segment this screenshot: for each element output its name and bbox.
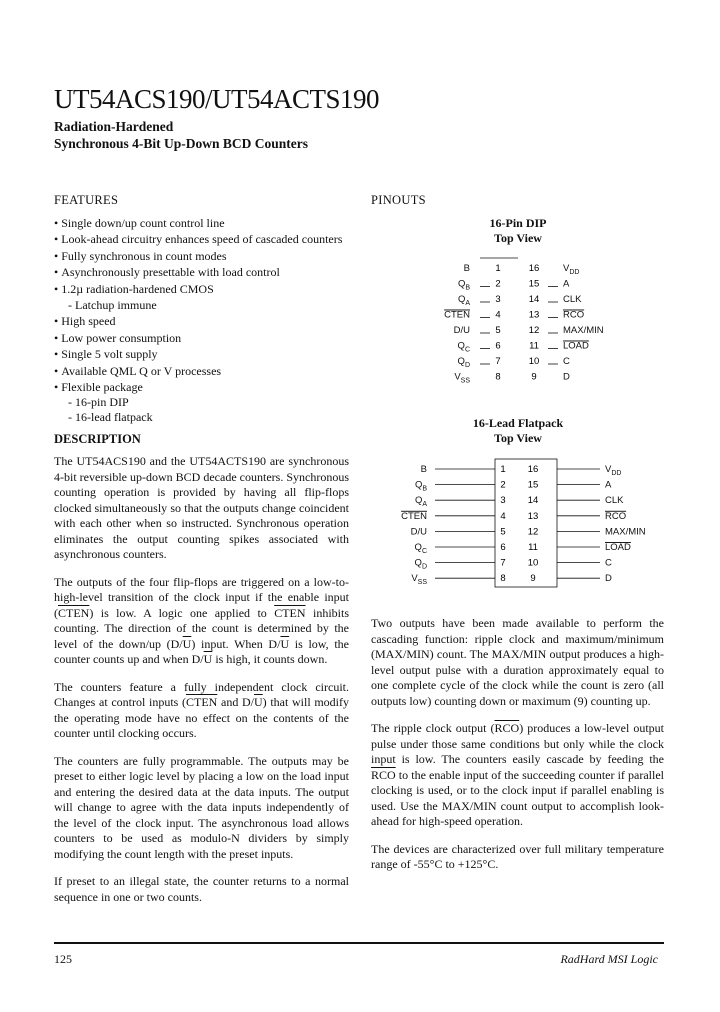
- description-paragraph: If preset to an illegal state, the counter returns to a normal sequence in one or two counts.: [54, 874, 349, 904]
- feature-item: • Asynchronously presettable with load control: [54, 264, 354, 280]
- dip-pin-number: 5: [495, 325, 501, 336]
- dip-pin-label: $Q_B$: [457, 278, 470, 292]
- flatpack-title-text: 16-Lead Flatpack: [472, 416, 564, 430]
- flatpack-pin-number: 15: [527, 479, 539, 491]
- flatpack-pin-label: RCO: [605, 510, 627, 522]
- flatpack-pin-number: 13: [527, 510, 539, 522]
- dip-pin-number: 3: [495, 294, 501, 305]
- flatpack-pin-number: 8: [500, 573, 506, 585]
- dip-title-text: 16-Pin DIP: [489, 216, 547, 230]
- footer-brand: RadHard MSI Logic: [560, 952, 658, 966]
- dip-pin-number: 15: [528, 278, 540, 290]
- feature-item: • High speed: [54, 313, 354, 329]
- description-heading: DESCRIPTION: [54, 432, 141, 446]
- flatpack-pin-label: A: [605, 479, 612, 491]
- flatpack-pin-number: 11: [528, 542, 538, 553]
- flatpack-pin-label: $V_{SS}$: [411, 573, 427, 587]
- flatpack-view-text: Top View: [494, 431, 542, 445]
- body-paragraph: Two outputs have been made available to perform the cascading function: ripple clock and maximum/minimum (MAX/MIN) count. The MAX/MIN output produces a high-level output pulse with a duration approximately equal to one complete cycle of the clock while the count is zero (all outputs low) counting down or maximum (9) counting up.: [371, 616, 664, 708]
- feature-subitem: - 16-lead flatpack: [68, 410, 153, 425]
- flatpack-pin-label: LOAD: [605, 542, 631, 553]
- feature-item: • Flexible package: [54, 379, 354, 395]
- flatpack-pin-number: 14: [527, 495, 539, 507]
- dip-pin-number: 11: [529, 340, 539, 352]
- dip-pin-number: 12: [528, 325, 540, 336]
- description-paragraph: The UT54ACS190 and the UT54ACTS190 are synchronous 4-bit reversible up-down BCD decade counters. Synchronous counting operation is provided by having all flip-flops clocked simultaneously so that the outputs change coincident with each other when so instructed. Synchronous operation eliminates the output counting spikes associated with asynchronous counters.: [54, 454, 349, 561]
- feature-subitem: - 16-pin DIP: [68, 395, 129, 410]
- description-paragraph: The counters are fully programmable. The outputs may be preset to either logic level by placing a low on the load input and entering the desired data at the data inputs. The output will change to agree with the data inputs independently of the level of the clock input. The asynchronous load allows counters to be used as modulo-N dividers by simply modifying the count length with the preset inputs.: [54, 753, 349, 861]
- pinouts-heading: PINOUTS: [371, 193, 426, 207]
- dip-pin-number: 6: [495, 340, 501, 352]
- dip-pin-label: C: [563, 356, 570, 367]
- flatpack-pin-label: MAX/MIN: [605, 526, 646, 538]
- flatpack-pin-label: $V_{DD}$: [605, 464, 622, 477]
- dip-view-text: Top View: [494, 231, 542, 245]
- footer-rule: [54, 942, 664, 944]
- flatpack-pin-label: CTEN: [401, 510, 427, 522]
- feature-item: • Available QML Q or V processes: [54, 363, 354, 379]
- flatpack-pinout-diagram: [395, 455, 660, 595]
- flatpack-pin-label: $Q_C$: [414, 542, 427, 555]
- flatpack-pin-number: 1: [500, 464, 506, 475]
- flatpack-pin-label: C: [605, 557, 612, 569]
- flatpack-pin-number: 10: [527, 557, 539, 569]
- dip-pin-label: LOAD: [563, 340, 589, 352]
- flatpack-pin-label: $Q_A$: [414, 495, 427, 509]
- flatpack-pin-label: $Q_B$: [414, 479, 427, 493]
- body-paragraph: The devices are characterized over full military temperature range of -55°C to +125°C.: [371, 841, 664, 871]
- dip-pin-label: $V_{SS}$: [454, 371, 470, 385]
- features-heading: FEATURES: [54, 193, 119, 207]
- body-paragraph: The ripple clock output $(\overline{RCO})$ produces a low-level output pulse under those same conditions but only while the clock input is low. The counters easily cascade by feeding the $\overline{RCO}$ to the enable input of the succeeding counter if parallel clocking is used, or to the clock input if parallel enabling is used. Use the MAX/MIN count output to accomplish look-ahead for high-speed operation.: [371, 721, 665, 828]
- feature-item: • Single down/up count control line: [54, 215, 354, 231]
- flatpack-pin-number: 12: [527, 526, 539, 538]
- dip-pin-label: $V_{DD}$: [563, 263, 580, 276]
- flatpack-pin-number: 6: [500, 542, 506, 553]
- dip-pin-label: A: [563, 278, 570, 290]
- dip-pin-label: RCO: [563, 309, 585, 321]
- dip-pin-label: MAX/MIN: [563, 325, 604, 336]
- dip-title: [418, 216, 618, 246]
- dip-pin-number: 4: [495, 309, 501, 321]
- dip-pin-label: B: [463, 263, 470, 274]
- dip-pin-number: 13: [528, 309, 540, 321]
- document-title: UT54ACS190/UT54ACTS190: [54, 84, 380, 114]
- dip-pin-number: 10: [528, 356, 540, 367]
- flatpack-pin-label: D/U: [410, 526, 427, 538]
- dip-pinout-diagram: [400, 255, 640, 395]
- flatpack-pin-number: 9: [530, 573, 536, 585]
- dip-pin-label: CLK: [563, 294, 582, 305]
- flatpack-pin-label: D: [605, 573, 612, 585]
- description-paragraph: The counters feature a fully independent clock circuit. Changes at control inputs (CTEN and $D/\overline{U}$) that will modify the operating mode have no effect on the contents of the counter until clocking occurs.: [54, 679, 349, 740]
- dip-pin-number: 1: [495, 263, 501, 274]
- flatpack-pin-label: B: [420, 464, 427, 475]
- page-number: 125: [54, 952, 72, 966]
- dip-pin-label: D: [563, 371, 570, 383]
- dip-pin-label: D/U: [453, 325, 470, 336]
- dip-pin-number: 8: [495, 371, 501, 383]
- dip-pin-label: CTEN: [444, 309, 470, 321]
- flatpack-pin-number: 5: [500, 526, 506, 538]
- description-body: [54, 454, 349, 917]
- features-list: [54, 215, 354, 425]
- dip-pin-number: 2: [495, 278, 501, 290]
- cascading-text: [371, 616, 664, 885]
- dip-pin-label: $Q_C$: [457, 340, 470, 354]
- feature-item: • Fully synchronous in count modes: [54, 248, 354, 264]
- feature-item: • Look-ahead circuitry enhances speed of cascaded counters: [54, 231, 354, 247]
- feature-item: • 1.2µ radiation-hardened CMOS: [54, 281, 354, 297]
- flatpack-pin-number: 16: [527, 464, 539, 475]
- flatpack-pin-label: CLK: [605, 495, 624, 507]
- subtitle-radiation-hardened: Radiation-Hardened: [54, 119, 174, 134]
- flatpack-pin-number: 7: [500, 557, 506, 569]
- dip-pin-label: $Q_D$: [457, 356, 470, 369]
- feature-subitem: - Latchup immune: [68, 298, 157, 313]
- flatpack-pin-number: 2: [500, 479, 506, 491]
- flatpack-pin-number: 3: [500, 495, 506, 507]
- dip-pin-number: 9: [531, 371, 537, 383]
- flatpack-pin-number: 4: [500, 510, 506, 522]
- flatpack-pin-label: $Q_D$: [414, 557, 427, 571]
- feature-item: • Single 5 volt supply: [54, 346, 354, 362]
- feature-item: • Low power consumption: [54, 330, 354, 346]
- dip-pin-label: $Q_A$: [457, 294, 470, 307]
- dip-pin-number: 7: [495, 356, 501, 367]
- flatpack-title: [418, 416, 618, 446]
- description-paragraph: The outputs of the four flip-flops are triggered on a low-to-high-level transition of the clock input if the enable input (CTEN) is low. A logic one applied to CTEN inhibits counting. The direction of the count is determined by the level of the down/up $(D/\overline{U})$ input. When $D/\overline{U}$ is low, the counter counts up and when $D/\overline{U}$ is high, it counts down.: [54, 574, 349, 666]
- subtitle-counter-type: Synchronous 4-Bit Up-Down BCD Counters: [54, 136, 309, 151]
- dip-pin-number: 14: [528, 294, 540, 305]
- dip-pin-number: 16: [528, 263, 540, 274]
